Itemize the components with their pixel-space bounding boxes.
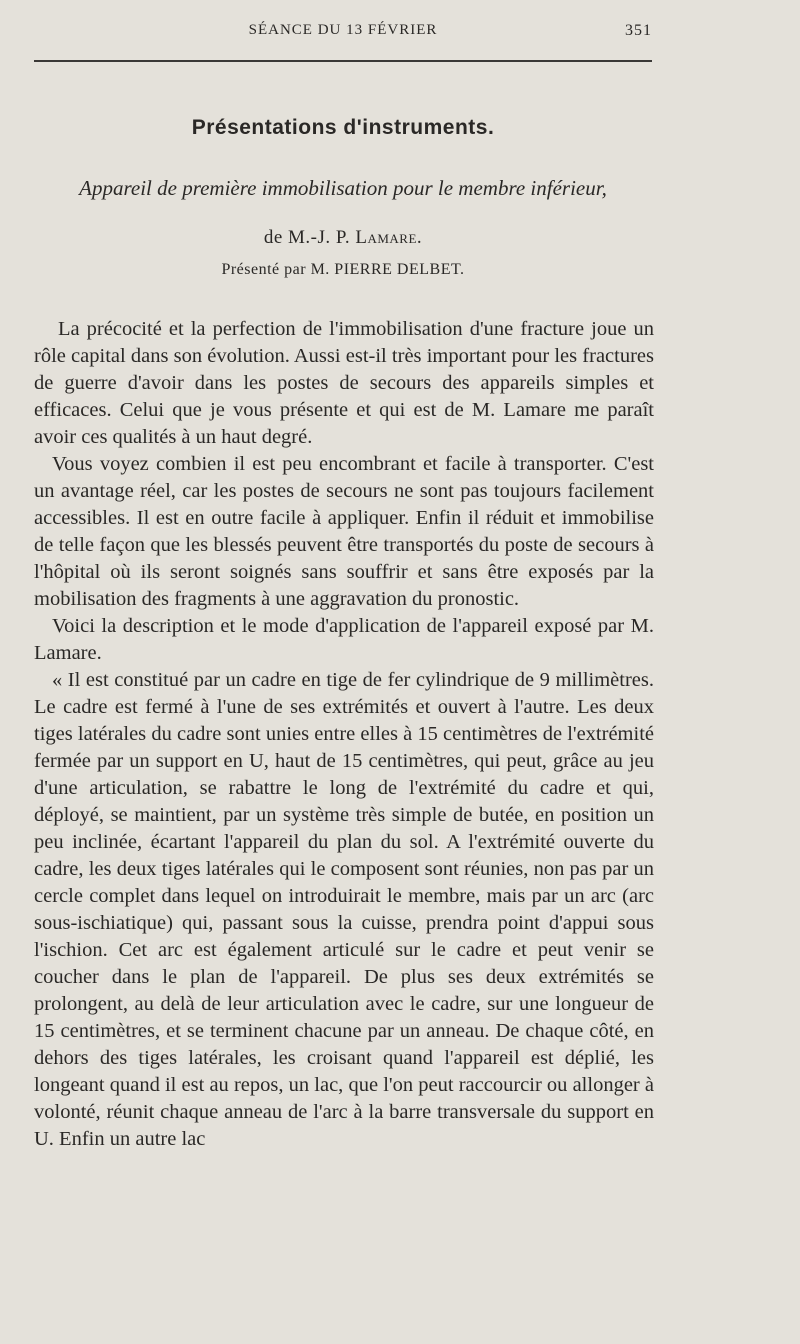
running-title: SÉANCE DU 13 FÉVRIER — [248, 22, 438, 38]
body-text — [34, 316, 654, 1153]
section-title: Présentations d'instruments. — [191, 116, 495, 139]
author-name: Lamare. — [355, 227, 423, 248]
header-rule — [34, 60, 652, 62]
page-number: 351 — [625, 22, 652, 39]
author-line — [34, 227, 652, 249]
paragraph: Vous voyez combien il est peu encombrant et facile à transporter. C'est un avantage réel, car les postes de secours ne sont pas toujours facilement accessibles. Il est en outre facile à appliquer. Enfin il réduit et immobilise de telle façon que les blessés peuvent être transportés du poste de secours à l'hôpital où ils seront soignés sans souffrir et sans être exposés par la mobilisation des fragments à une aggravation du pronostic. — [34, 453, 654, 610]
presenter-line: Présenté par M. PIERRE DELBET. — [221, 261, 465, 278]
paragraph: « Il est constitué par un cadre en tige de fer cylindrique de 9 millimètres. Le cadre est fermé à l'une de ses extrémités et ouvert à l'autre. Les deux tiges latérales du cadre sont unies entre elles à 15 centimètres de l'extrémité fermée par un support en U, haut de 15 centimètres, qui peut, grâce au jeu d'une articulation, se rabattre le long de l'extrémité du cadre et qui, déployé, se maintient, par un système très simple de butée, en position un peu inclinée, écartant l'appareil du plan du sol. A l'extrémité ouverte du cadre, les deux tiges latérales qui le composent sont réunies, non pas par un cercle complet dans lequel on introduirait le membre, mais par un arc (arc sous-ischiatique) qui, passant sous la cuisse, prendra point d'appui sous l'ischion. Cet arc est également articulé sur le cadre et peut venir se coucher dans le plan de l'appareil. De plus ses deux extrémités se prolongent, au delà de leur articulation avec le cadre, sur une longueur de 15 centimètres, et se terminent chacune par un anneau. De chaque côté, en dehors des tiges latérales, les croisant quand l'appareil est déplié, les longeant quand il est au repos, un lac, que l'on peut raccourcir ou allonger à volonté, réunit chaque anneau de l'arc à la barre transversale du support en U. Enfin un autre lac — [34, 669, 654, 1150]
author-prefix: de M.-J. P. — [263, 227, 356, 248]
paragraph: La précocité et la perfection de l'immobilisation d'une fracture joue un rôle capital dans son évolution. Aussi est-il très important pour les fractures de guerre d'avoir dans les postes de secours des appareils simples et efficaces. Celui que je vous présente et qui est de M. Lamare me paraît avoir ces qualités à un haut degré. — [34, 318, 654, 448]
running-header — [34, 18, 652, 46]
article-title: Appareil de première immobilisation pour le membre inférieur, — [79, 176, 607, 200]
paragraph: Voici la description et le mode d'application de l'appareil exposé par M. Lamare. — [34, 615, 654, 664]
